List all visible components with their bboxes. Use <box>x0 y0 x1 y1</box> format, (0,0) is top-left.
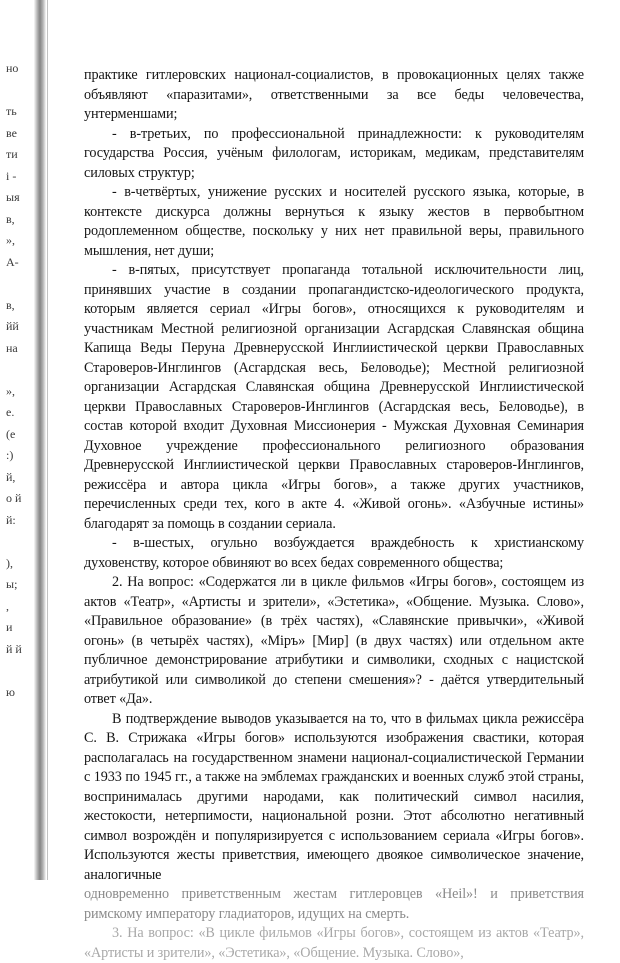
margin-fragment <box>6 273 32 295</box>
margin-fragment: і - <box>6 168 17 183</box>
margin-fragment: е. <box>6 405 15 419</box>
paragraph-question-2: 2. На вопрос: «Содержатся ли в цикле фильмов «Игры богов», состоящем из актов «Театр», «Артисты и зрители», «Эстетика», «Общение. Музыка. Слово», «Правильное образование» (в трёх частях), «Славянские привычки», «Живой огонь» (в четырёх частях), «Мiръ» [Мир] (в двух частях) или отдельном акте публичное демонстрирование атрибутики и символики, сходных с нацистской атрибутикой или символикой до степени смешения»? - даётся утвердительный ответ «Да». <box>84 574 584 707</box>
margin-fragment: :) <box>6 448 14 462</box>
margin-fragment: ), <box>6 555 13 570</box>
binding-shadow <box>34 0 46 880</box>
paragraph-third: - в-третьих, по профессиональной принадлежности: к руководителям государства Россия, учёным филологам, историкам, медикам, представителям силовых структур; <box>84 125 584 181</box>
margin-fragment: о й <box>6 491 22 505</box>
margin-fragment <box>6 531 32 553</box>
margin-fragment: (е <box>6 426 16 441</box>
left-margin-text-fragments <box>6 58 32 858</box>
paragraph-confirmation: В подтверждение выводов указывается на то, что в фильмах цикла режиссёра С. В. Стрижака «Игры богов» используются изображения свастики, которая располагалась на государственном знамени национал-социалистической Германии с 1933 по 1945 гг., а также на эмблемах гражданских и военных служб этой страны, воспринималась другими народами, как политический символ насилия, жестокости, нетерпимости, национальной розни. Этот абсолютно негативный символ возрождён и популяризируется с использованием сериала «Игры богов». Используются жесты приветствия, имеющего двоякое символическое значение, аналогичные <box>84 710 584 883</box>
paragraph-sixth: - в-шестых, огульно возбуждается враждебность к христианскому духовенству, которое обвиняют во всех бедах современного общества; <box>84 535 584 571</box>
margin-fragment: йй <box>6 319 19 333</box>
margin-fragment: й, <box>6 469 16 484</box>
paragraph-nazi-practice: практике гитлеровских национал-социалистов, в провокационных целях также объявляют «паразитами», ответственными за все беды человечества, унтерменшами; <box>84 67 584 122</box>
margin-fragment <box>6 80 32 102</box>
paragraph-fourth: - в-четвёртых, унижение русских и носителей русского языка, которые, в контексте дискурса должны вернуться к языку жестов в первобытном родоплеменном обществе, поскольку у них нет правильной веры, правильного мышления, нет души; <box>84 184 584 259</box>
margin-fragment: ыя <box>6 190 20 204</box>
margin-fragment <box>6 359 32 381</box>
margin-fragment: », <box>6 233 15 247</box>
margin-fragment: ти <box>6 147 18 161</box>
margin-fragment: на <box>6 340 18 355</box>
margin-fragment: ть <box>6 104 17 118</box>
margin-fragment: и <box>6 620 13 634</box>
margin-fragment: , <box>6 598 9 613</box>
margin-fragment: А- <box>6 254 19 269</box>
margin-fragment: », <box>6 383 15 398</box>
document-body <box>84 66 584 963</box>
paragraph-question-3: 3. На вопрос: «В цикле фильмов «Игры богов», состоящем из актов «Театр», «Артисты и зрители», «Эстетика», «Общение. Музыка. Слово», <box>84 925 584 961</box>
paragraph-fifth: - в-пятых, присутствует пропаганда тотальной исключительности лиц, принявших участие в создании пропагандистско-идеологического продукта, которым является сериал «Игры богов», относящихся к руководителям и участникам Местной религиозной организации Асгардская Славянская община Капища Веды Перуна Древнерусской Инглиистической церкви Православных Староверов-Инглингов (Асгардская весь, Беловодье); Местной религиозной организации Асгардская Славянская община Древнерусской Инглиистической церкви Православных Староверов-Инглингов (Асгардская весь, Беловодье), в состав которой входит Духовная Миссионерия - Мужская Духовная Семинария Духовное учреждение профессионального религиозного образования Древнерусской Инглиистической церкви Православных староверов-Инглингов, режиссёра и автора цикла «Игры богов», а также других участников, перечисленных среди тех, кого в акте 4. «Живой огонь». «Азбучные истины» благодарят за помощь в создании сериала. <box>84 262 584 532</box>
binding-edge-line <box>47 0 48 880</box>
margin-fragment: й: <box>6 512 16 527</box>
margin-fragment: но <box>6 61 19 75</box>
margin-fragment: ы; <box>6 577 18 591</box>
margin-fragment: в, <box>6 297 15 312</box>
margin-fragment: ю <box>6 684 15 699</box>
paragraph-faded-continuation: одновременно приветственным жестам гитлеровцев «Heil»! и приветствия римскому императору гладиаторов, идущих на смерть. <box>84 886 584 922</box>
margin-fragment: й й <box>6 641 22 656</box>
margin-fragment: в, <box>6 211 15 226</box>
margin-fragment: ве <box>6 125 17 140</box>
margin-fragment <box>6 660 32 682</box>
